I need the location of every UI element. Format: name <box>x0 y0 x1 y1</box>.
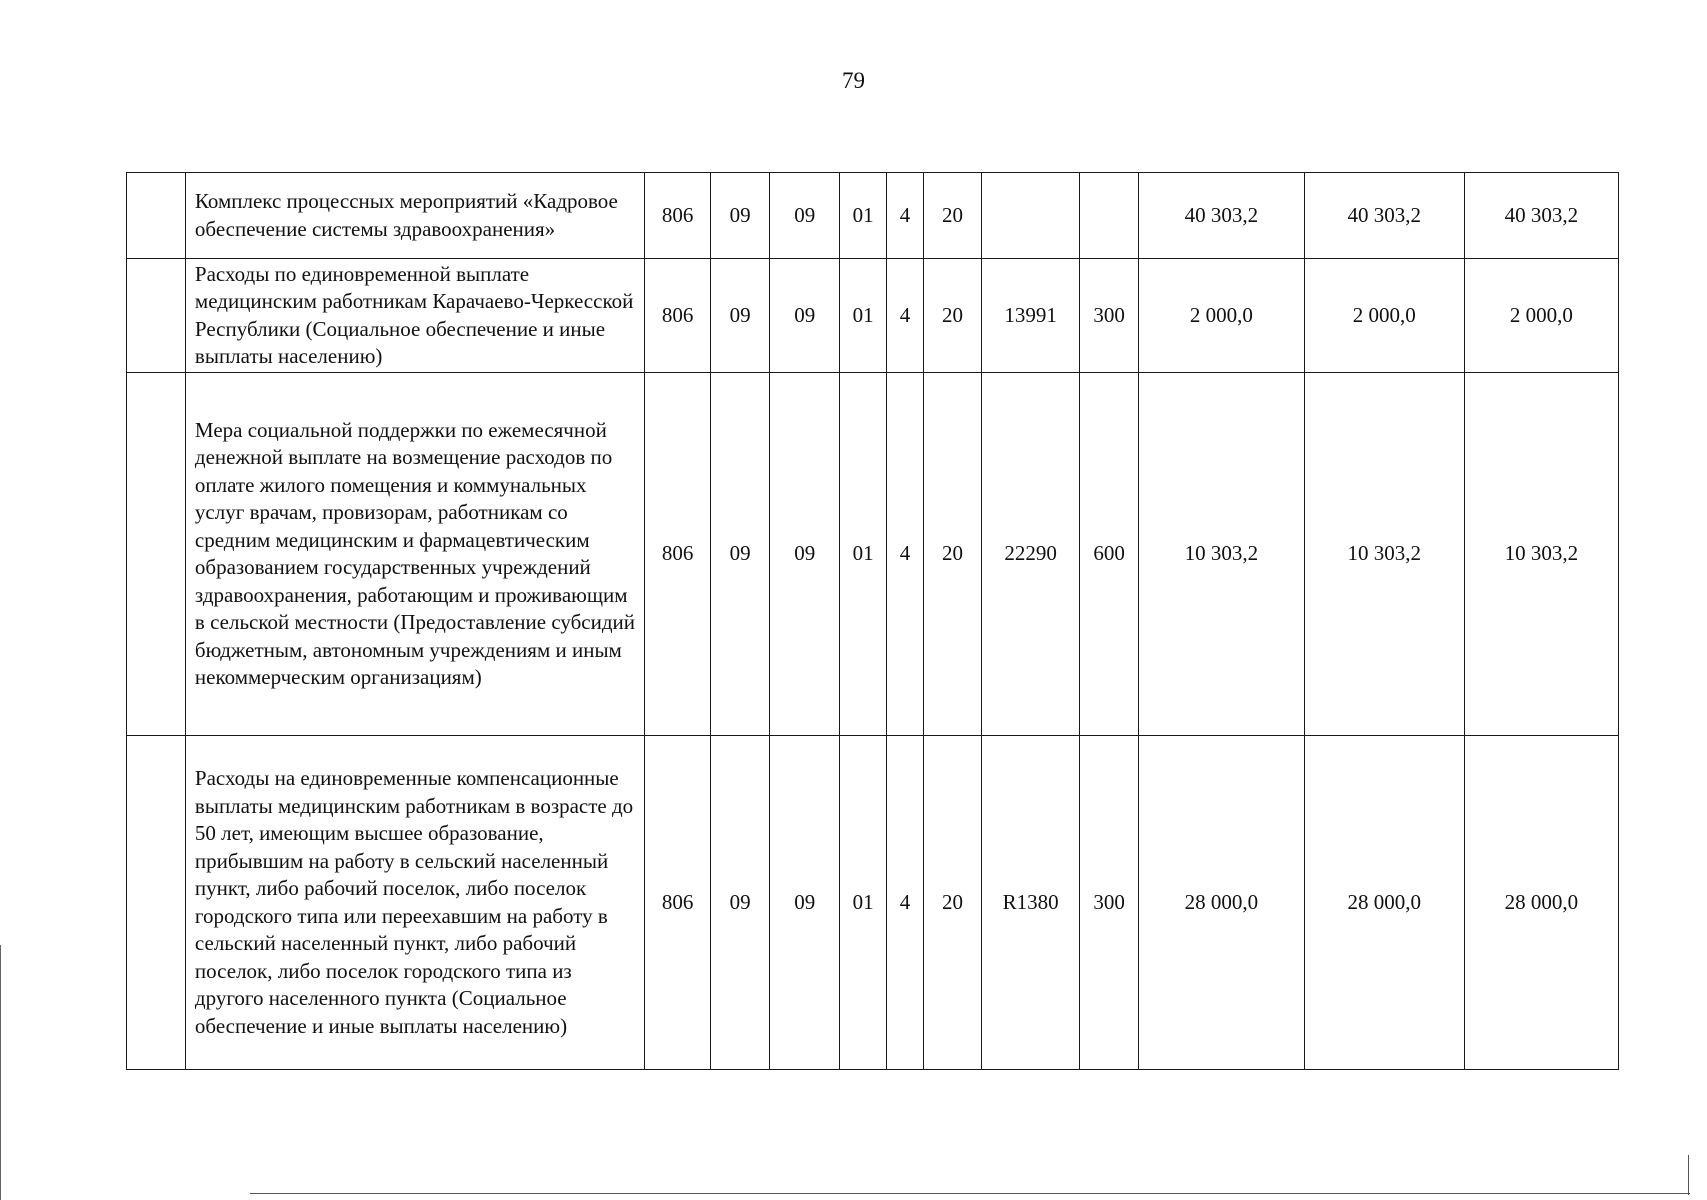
subsection-code: 09 <box>770 373 840 736</box>
expense-type-code <box>1080 173 1139 259</box>
amount-year-2: 40 303,2 <box>1304 173 1464 259</box>
amount-year-2: 10 303,2 <box>1304 373 1464 736</box>
row-number-cell <box>127 173 186 259</box>
expense-type-code: 300 <box>1080 736 1139 1070</box>
grbs-code: 806 <box>644 373 710 736</box>
target-article-part-4 <box>982 173 1080 259</box>
target-article-part-3: 20 <box>924 373 982 736</box>
row-number-cell <box>127 373 186 736</box>
page-corner-mark <box>1688 1155 1689 1195</box>
target-article-part-4: 22290 <box>982 373 1080 736</box>
section-code: 09 <box>711 373 770 736</box>
budget-table <box>126 172 1619 1070</box>
table-row <box>127 736 1619 1070</box>
target-article-part-1: 01 <box>840 173 887 259</box>
target-article-part-4: R1380 <box>982 736 1080 1070</box>
row-description: Расходы по единовременной выплате медицинским работникам Карачаево-Черкесской Республики (Социальное обеспечение и иные выплаты населению) <box>185 259 644 373</box>
subsection-code: 09 <box>770 736 840 1070</box>
target-article-part-1: 01 <box>840 259 887 373</box>
expense-type-code: 600 <box>1080 373 1139 736</box>
table-row <box>127 259 1619 373</box>
amount-year-3: 40 303,2 <box>1464 173 1618 259</box>
amount-year-3: 10 303,2 <box>1464 373 1618 736</box>
target-article-part-2: 4 <box>886 173 923 259</box>
grbs-code: 806 <box>644 173 710 259</box>
target-article-part-3: 20 <box>924 259 982 373</box>
target-article-part-2: 4 <box>886 259 923 373</box>
amount-year-3: 28 000,0 <box>1464 736 1618 1070</box>
amount-year-1: 2 000,0 <box>1139 259 1304 373</box>
target-article-part-4: 13991 <box>982 259 1080 373</box>
target-article-part-1: 01 <box>840 736 887 1070</box>
page-number: 79 <box>842 68 865 93</box>
section-code: 09 <box>711 173 770 259</box>
page-bottom-rule <box>250 1193 1690 1194</box>
target-article-part-2: 4 <box>886 373 923 736</box>
subsection-code: 09 <box>770 173 840 259</box>
amount-year-3: 2 000,0 <box>1464 259 1618 373</box>
row-description: Мера социальной поддержки по ежемесячной денежной выплате на возмещение расходов по оплате жилого помещения и коммунальных услуг врачам, провизорам, работникам со средним медицинским и фармацевтическим образованием государственных учреждений здравоохранения, работающим и проживающим в сельской местности (Предоставление субсидий бюджетным, автономным учреждениям и иным некоммерческим организациям) <box>185 373 644 736</box>
grbs-code: 806 <box>644 736 710 1070</box>
section-code: 09 <box>711 736 770 1070</box>
row-number-cell <box>127 259 186 373</box>
row-description: Комплекс процессных мероприятий «Кадровое обеспечение системы здравоохранения» <box>185 173 644 259</box>
amount-year-1: 10 303,2 <box>1139 373 1304 736</box>
amount-year-1: 40 303,2 <box>1139 173 1304 259</box>
target-article-part-2: 4 <box>886 736 923 1070</box>
expense-type-code: 300 <box>1080 259 1139 373</box>
subsection-code: 09 <box>770 259 840 373</box>
table-row <box>127 173 1619 259</box>
scan-edge-mark <box>0 945 1 1200</box>
row-description: Расходы на единовременные компенсационные выплаты медицинским работникам в возрасте до 50 лет, имеющим высшее образование, прибывшим на работу в сельский населенный пункт, либо рабочий поселок, либо поселок городского типа или переехавшим на работу в сельский населенный пункт, либо рабочий поселок, либо поселок городского типа из другого населенного пункта (Социальное обеспечение и иные выплаты населению) <box>185 736 644 1070</box>
table-row <box>127 373 1619 736</box>
grbs-code: 806 <box>644 259 710 373</box>
target-article-part-3: 20 <box>924 736 982 1070</box>
target-article-part-1: 01 <box>840 373 887 736</box>
row-number-cell <box>127 736 186 1070</box>
budget-table-container <box>126 172 1619 1070</box>
amount-year-2: 2 000,0 <box>1304 259 1464 373</box>
amount-year-2: 28 000,0 <box>1304 736 1464 1070</box>
amount-year-1: 28 000,0 <box>1139 736 1304 1070</box>
target-article-part-3: 20 <box>924 173 982 259</box>
section-code: 09 <box>711 259 770 373</box>
